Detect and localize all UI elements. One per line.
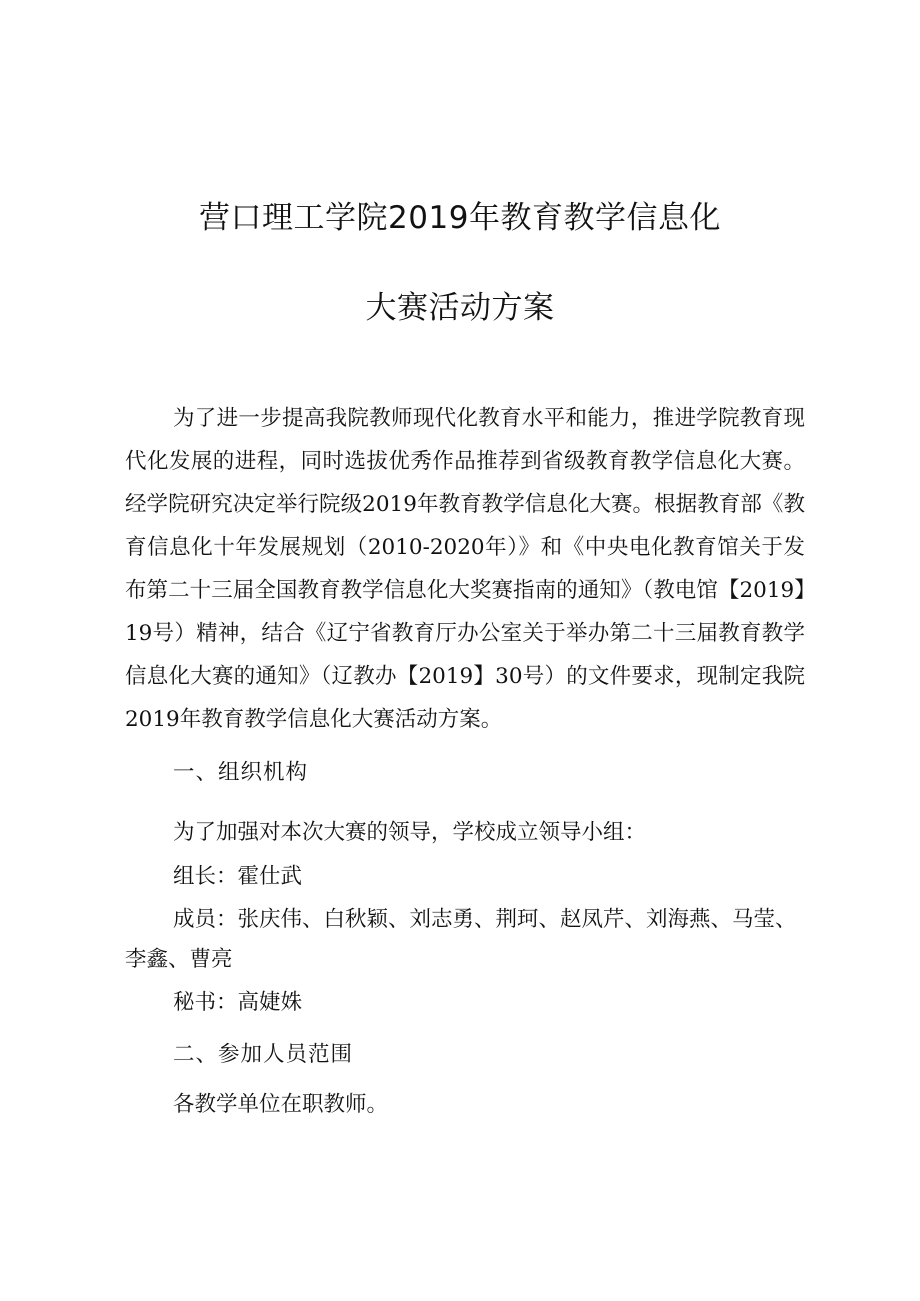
section-1-heading: 一、组织机构	[173, 760, 309, 785]
document-title-line-2: 大赛活动方案	[365, 290, 555, 326]
team-members-line-1: 成员：张庆伟、白秋颖、刘志勇、荆珂、赵凤芹、刘海燕、马莹、	[173, 907, 797, 932]
section-2-heading: 二、参加人员范围	[173, 1042, 354, 1067]
team-secretary: 秘书：高婕姝	[173, 990, 303, 1015]
intro-paragraph: 为了进一步提高我院教师现代化教育水平和能力，推进学院教育现代化发展的进程，同时选拔优秀作品推荐到省级教育教学信息化大赛。经学院研究决定举行院级2019年教育教学信息化大赛。根据教育部《教育信息化十年发展规划（2010-2020年）》和《中央电化教育馆关于发布第二十三届全国教育教学信息化大奖赛指南的通知》（教电馆【2019】19号）精神，结合《辽宁省教育厅办公室关于举办第二十三届教育教学信息化大赛的通知》（辽教办【2019】30号）的文件要求，现制定我院2019年教育教学信息化大赛活动方案。	[125, 406, 805, 732]
section-1-intro: 为了加强对本次大赛的领导，学校成立领导小组：	[173, 820, 647, 845]
team-members-line-2: 李鑫、曹亮	[125, 947, 233, 972]
section-2-text: 各教学单位在职教师。	[173, 1092, 389, 1117]
team-leader: 组长：霍仕武	[173, 864, 303, 889]
document-title-line-1: 营口理工学院2019年教育教学信息化	[199, 200, 721, 236]
